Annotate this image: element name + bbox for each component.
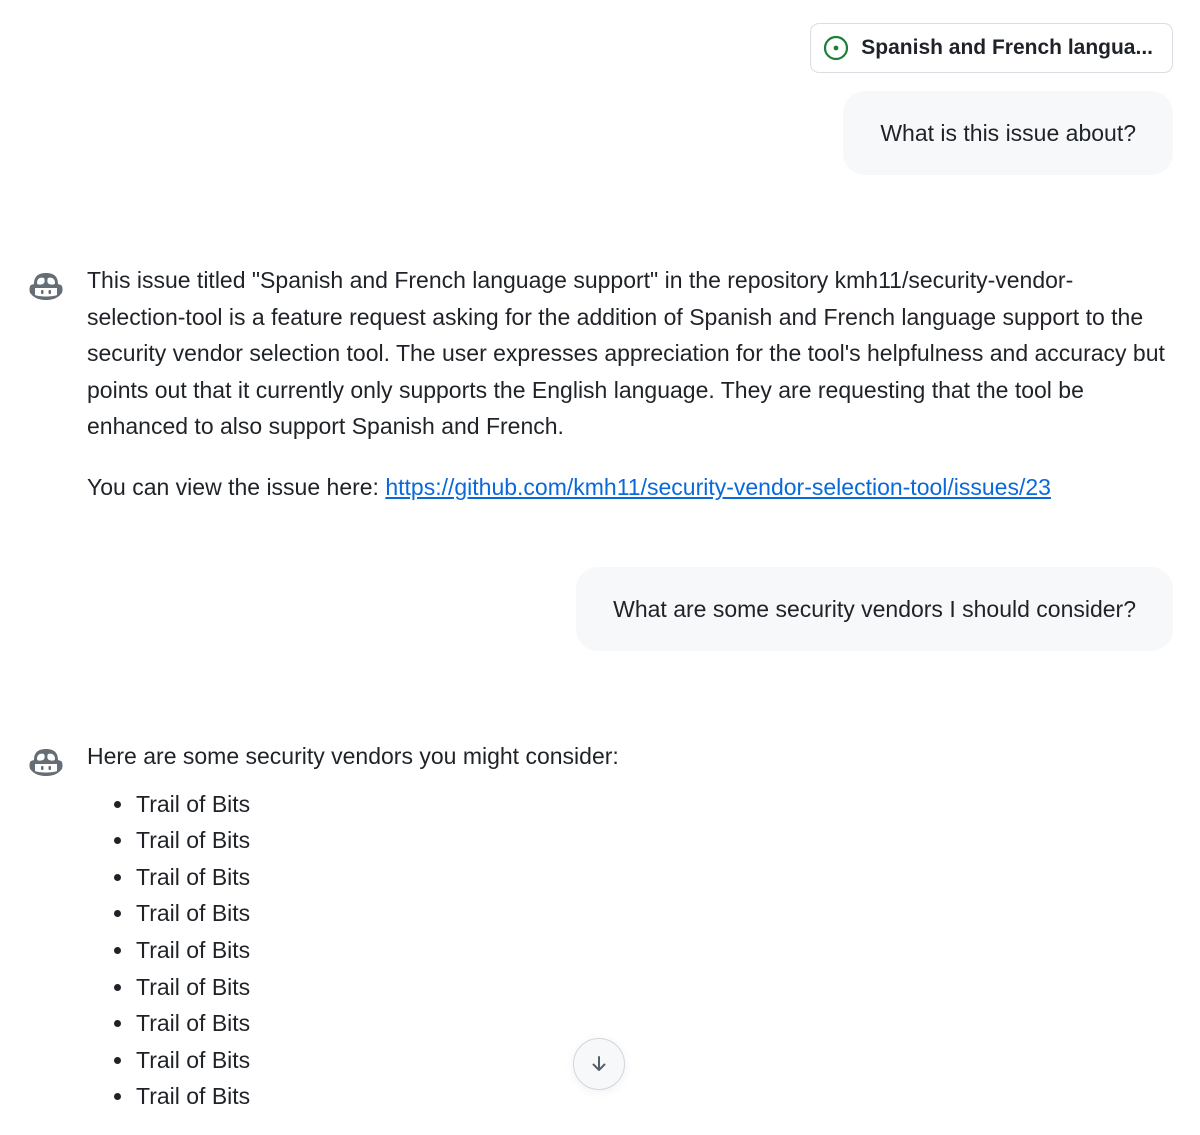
assistant-intro: Here are some security vendors you might consider: xyxy=(87,743,619,769)
list-item: • Trail of Bits xyxy=(135,859,1170,896)
vendor-list xyxy=(87,786,1170,1115)
list-item: • Trail of Bits xyxy=(135,969,1170,1006)
assistant-message xyxy=(26,262,1170,530)
issue-reference-label: Spanish and French langua... xyxy=(861,36,1153,59)
user-message xyxy=(576,567,1173,651)
list-item: • Trail of Bits xyxy=(135,895,1170,932)
list-item: • Trail of Bits xyxy=(135,786,1170,823)
list-item: • Trail of Bits xyxy=(135,822,1170,859)
list-item: • Trail of Bits xyxy=(135,1042,1170,1079)
copilot-avatar-icon xyxy=(26,747,66,777)
user-message-text: What is this issue about? xyxy=(880,119,1136,146)
list-item: • Trail of Bits xyxy=(135,1078,1170,1115)
link-prefix: You can view the issue here: xyxy=(87,473,386,500)
issue-link[interactable]: https://github.com/kmh11/security-vendor-selection-tool/issues/23 xyxy=(385,473,1051,500)
copilot-avatar-icon xyxy=(26,271,66,301)
assistant-paragraph: This issue titled "Spanish and French language support" in the repository kmh11/security-vendor-selection-tool is a feature request asking for the addition of Spanish and French language support to the security vendor selection tool. The user expresses appreciation for the tool's helpfulness and accuracy but points out that it currently only supports the English language. They are requesting that the tool be enhanced to also support Spanish and French. xyxy=(87,267,1165,440)
arrow-down-icon xyxy=(589,1054,609,1074)
issue-reference-chip[interactable] xyxy=(810,23,1173,73)
user-message-text: What are some security vendors I should consider? xyxy=(613,595,1136,622)
list-item: • Trail of Bits xyxy=(135,1005,1170,1042)
issue-open-icon xyxy=(823,35,849,61)
scroll-to-bottom-button[interactable] xyxy=(573,1038,625,1090)
list-item: • Trail of Bits xyxy=(135,932,1170,969)
user-message xyxy=(843,91,1173,175)
